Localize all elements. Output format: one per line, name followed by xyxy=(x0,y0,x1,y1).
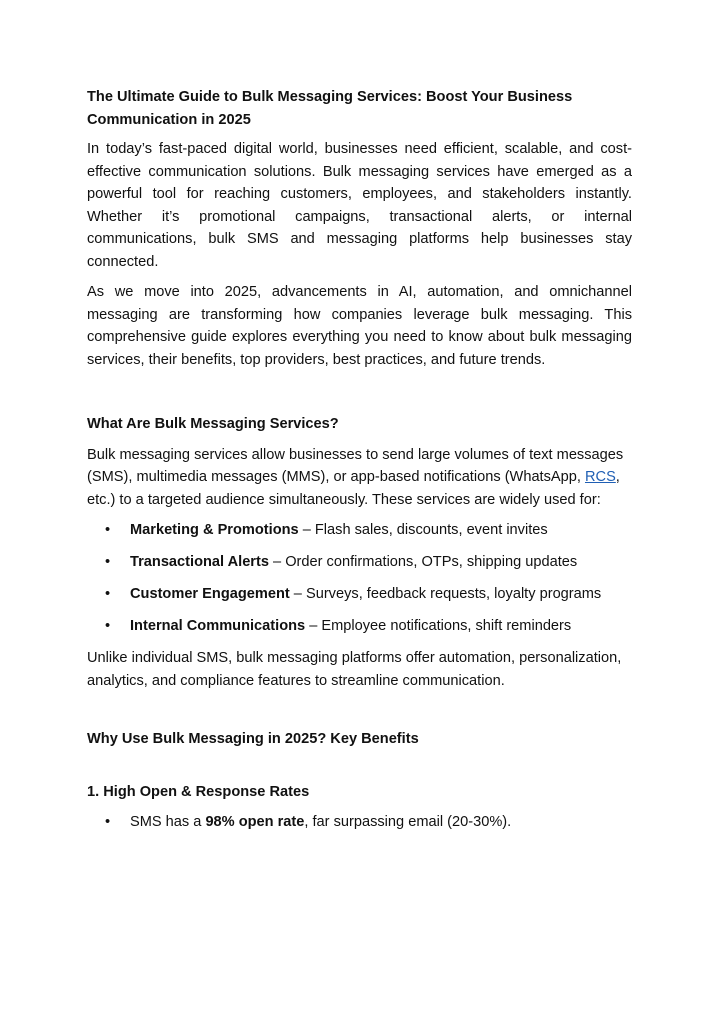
list-item xyxy=(87,583,632,606)
list-item-term: Customer Engagement xyxy=(130,586,290,602)
bullet-icon: • xyxy=(105,814,111,830)
bullet-icon: • xyxy=(105,522,111,538)
what-text-before-link: Bulk messaging services allow businesses to send large volumes of text messages (SMS), multimedia messages (MMS), or app-based notifications (WhatsApp, xyxy=(87,446,624,485)
list-item xyxy=(87,519,632,542)
section-heading-why: Why Use Bulk Messaging in 2025? Key Benefits xyxy=(87,731,419,747)
list-item-term: Internal Communications xyxy=(130,618,306,634)
open-rate-text-after: , far surpassing email (20-30%). xyxy=(304,814,512,830)
open-rates-list xyxy=(87,811,632,834)
list-item xyxy=(87,811,632,834)
subheading-open-rates: 1. High Open & Response Rates xyxy=(87,783,310,800)
what-closing-paragraph: Unlike individual SMS, bulk messaging platforms offer automation, personalization, analytics, and compliance features to streamline communication. xyxy=(87,650,622,689)
document-content xyxy=(87,86,632,843)
bullet-icon: • xyxy=(105,586,111,602)
open-rate-value: 98% open rate xyxy=(205,814,305,830)
open-rate-text-before: SMS has a xyxy=(130,814,206,830)
list-item-description: – Employee notifications, shift reminders xyxy=(305,618,572,634)
list-item xyxy=(87,551,632,574)
list-item-description: – Order confirmations, OTPs, shipping updates xyxy=(268,554,578,570)
bullet-icon: • xyxy=(105,554,111,570)
list-item-description: – Surveys, feedback requests, loyalty programs xyxy=(289,586,602,602)
uses-list xyxy=(87,519,632,638)
what-text-after-link: , etc.) to a targeted audience simultaneously. These services are widely used for: xyxy=(87,469,620,508)
section-heading-what: What Are Bulk Messaging Services? xyxy=(87,416,339,432)
intro-paragraph-2: As we move into 2025, advancements in AI, automation, and omnichannel messaging are transforming how companies leverage bulk messaging. This comprehensive guide explores everything you need to know about bulk messaging services, their benefits, top providers, best practices, and future trends. xyxy=(87,284,632,368)
list-item-description: – Flash sales, discounts, event invites xyxy=(298,522,548,538)
list-item-term: Transactional Alerts xyxy=(130,554,269,570)
rcs-link[interactable]: RCS xyxy=(584,469,616,485)
bullet-icon: • xyxy=(105,618,111,634)
list-item xyxy=(87,615,632,638)
intro-paragraph-1: In today’s fast-paced digital world, businesses need efficient, scalable, and cost-effective communication solutions. Bulk messaging services have emerged as a powerful tool for reaching customers, employees, and stakeholders instantly. Whether it’s promotional campaigns, transactional alerts, or internal communications, bulk SMS and messaging platforms help businesses stay connected. xyxy=(87,141,632,270)
what-paragraph xyxy=(87,444,632,512)
list-item-term: Marketing & Promotions xyxy=(130,522,299,538)
document-title: The Ultimate Guide to Bulk Messaging Services: Boost Your Business Communication in 2025 xyxy=(87,89,573,128)
